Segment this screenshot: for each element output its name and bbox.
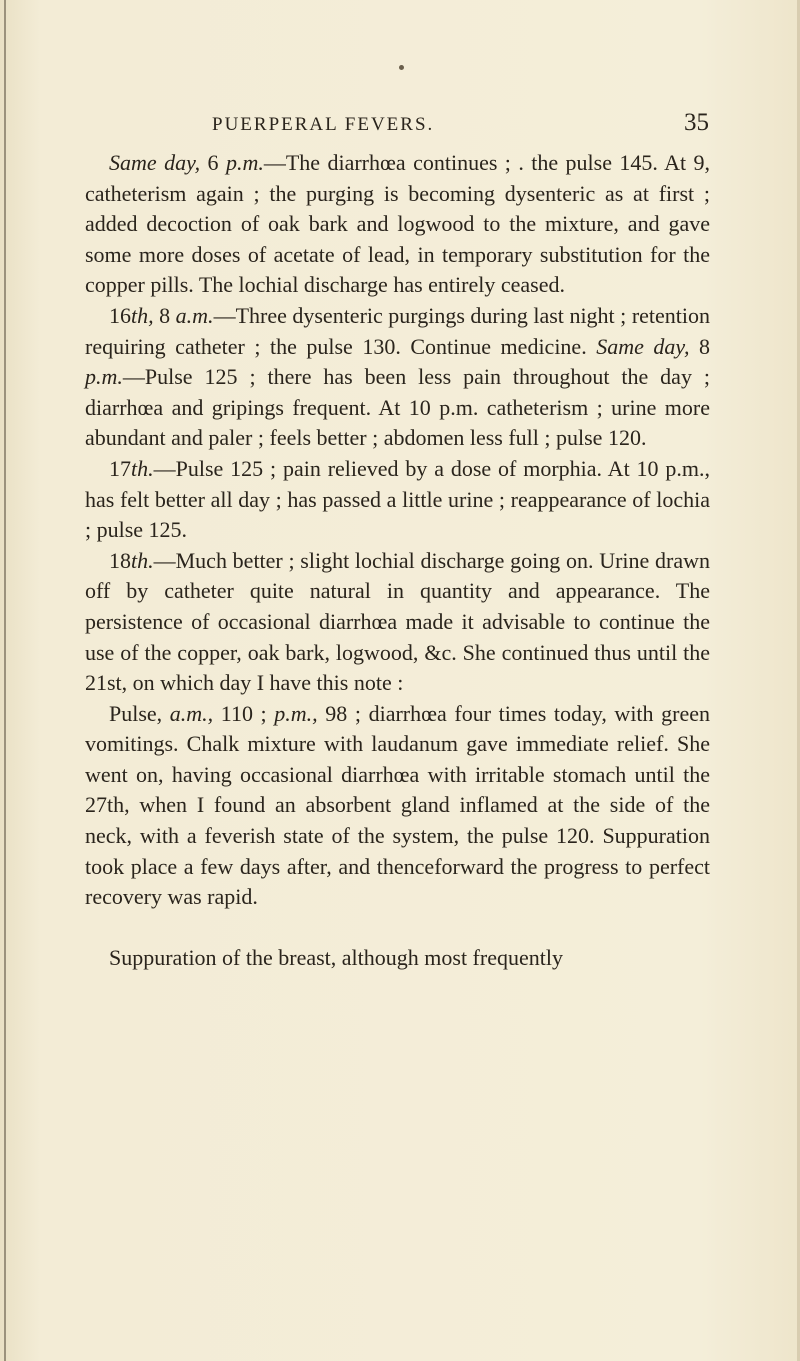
italic-text: th. xyxy=(131,455,154,481)
ink-speck xyxy=(399,65,404,70)
paragraph xyxy=(85,699,710,913)
paragraph xyxy=(85,454,710,546)
text-run: 17 xyxy=(109,455,131,481)
text-run: 8 xyxy=(689,333,710,359)
text-run: Pulse, xyxy=(109,700,170,726)
paragraph xyxy=(85,943,710,974)
binding-edge xyxy=(4,0,6,1361)
text-run: —Three dysenteric purgings during last night ; retention requiring catheter ; the pulse 130. Continue medicine. xyxy=(85,302,711,359)
text-run: 16 xyxy=(109,302,131,328)
text-run: —Pulse 125 ; pain relieved by a dose of morphia. At 10 p.m., has felt better all day ; has passed a little urine ; reappearance of lochia ; pulse 125. xyxy=(85,455,710,543)
italic-text: p.m. xyxy=(225,150,264,175)
italic-text: th. xyxy=(131,547,154,573)
text-run: 98 ; diarrhœa four times today, with green vomitings. Chalk mixture with laudanum gave immediate relief. She went on, having occasional diarrhœa with irritable stomach until the 27th, when I found an absorbent gland inflamed at the side of the neck, with a feverish state of the system, the pulse 120. Suppuration took place a few days after, and thenceforward the progress to perfect recovery was rapid. xyxy=(85,700,710,910)
paragraph xyxy=(85,148,710,301)
italic-text: a.m., xyxy=(169,700,214,726)
text-run: —The diarrhœa continues ; . the pulse 145. At 9, catheterism again ; the purging is becoming dysenteric as at first ; added decoction of oak bark and logwood to the mixture, and gave some more doses of acetate of lead, in temporary substitution for the copper pills. The lochial discharge has entirely ceased. xyxy=(85,150,711,298)
italic-text: Same day, xyxy=(109,150,201,175)
italic-text: p.m. xyxy=(85,364,123,390)
italic-text: p.m., xyxy=(274,700,318,726)
paragraph xyxy=(85,546,710,699)
text-run: 110 ; xyxy=(213,700,275,726)
text-run: Suppuration of the breast, although most frequently xyxy=(109,944,563,970)
page-number: 35 xyxy=(684,109,709,136)
text-run: 18 xyxy=(109,547,131,573)
text-run: 6 xyxy=(200,150,226,175)
running-head xyxy=(0,109,800,144)
italic-text: a.m. xyxy=(175,302,214,328)
running-head-title: PUERPERAL FEVERS. xyxy=(212,114,435,135)
body-text xyxy=(85,148,710,973)
italic-text: th, xyxy=(131,302,154,328)
paragraph xyxy=(85,301,710,454)
italic-text: Same day, xyxy=(596,333,690,359)
text-run: —Much better ; slight lochial discharge going on. Urine drawn off by catheter quite natural in quantity and appearance. The persistence of occasional diarrhœa made it advisable to continue the use of the copper, oak bark, logwood, &c. She continued thus until the 21st, on which day I have this note : xyxy=(85,547,710,696)
text-run: —Pulse 125 ; there has been less pain throughout the day ; diarrhœa and gripings frequent. At 10 p.m. catheterism ; urine more abundant and paler ; feels better ; abdomen less full ; pulse 120. xyxy=(85,364,710,451)
text-run: 8 xyxy=(153,302,176,328)
